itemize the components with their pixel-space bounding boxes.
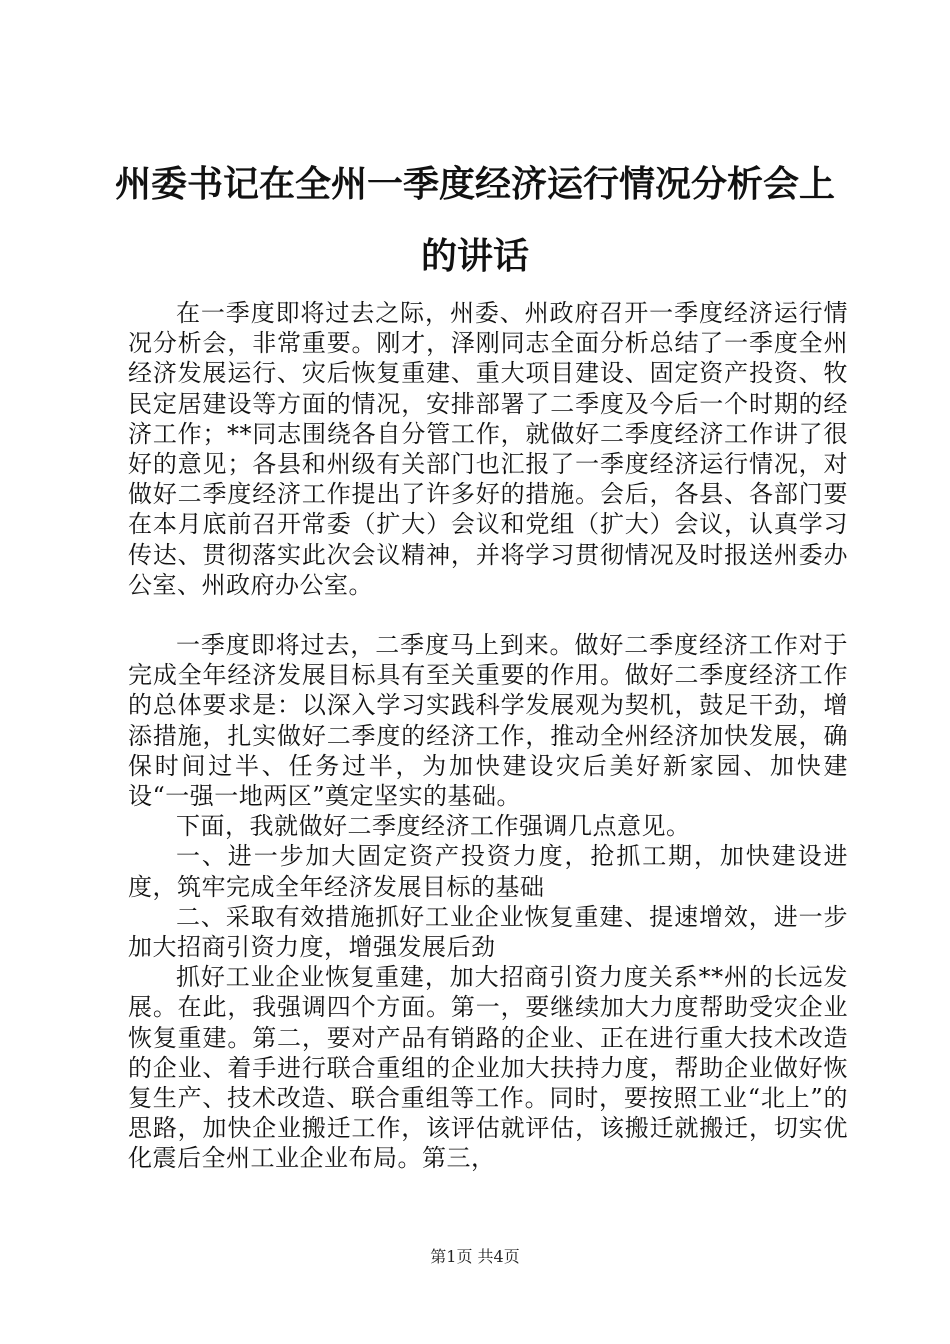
paragraph-opening: 在一季度即将过去之际，州委、州政府召开一季度经济运行情况分析会，非常重要。刚才，泽刚同志全面分析总结了一季度全州经济发展运行、灾后恢复重建、重大项目建设、固定资产投资、牧民定居建设等方面的情况，安排部署了二季度及今后一个时期的经济工作；**同志围绕各自分管工作，就做好二季度经济工作讲了很好的意见；各县和州级有关部门也汇报了一季度经济运行情况，对做好二季度经济工作提出了许多好的措施。会后，各县、各部门要在本月底前召开常委（扩大）会议和党组（扩大）会议，认真学习传达、贯彻落实此次会议精神，并将学习贯彻情况及时报送州委办公室、州政府办公室。 bbox=[128, 299, 848, 599]
document-body bbox=[128, 298, 848, 1174]
paragraph-industry-recovery: 抓好工业企业恢复重建，加大招商引资力度关系**州的长远发展。在此，我强调四个方面。第一，要继续加大力度帮助受灾企业恢复重建。第二，要对产品有销路的企业、正在进行重大技术改造的企业、着手进行联合重组的企业加大扶持力度，帮助企业做好恢复生产、技术改造、联合重组等工作。同时，要按照工业“北上”的思路，加快企业搬迁工作，该评估就评估，该搬迁就搬迁，切实优化震后全州工业企业布局。第三， bbox=[128, 963, 848, 1173]
paragraph-intro-points: 下面，我就做好二季度经济工作强调几点意见。 bbox=[176, 812, 691, 841]
document-title bbox=[100, 148, 850, 292]
title-line-1: 州委书记在全州一季度经济运行情况分析会上 bbox=[114, 163, 835, 205]
title-line-2: 的讲话 bbox=[420, 235, 529, 277]
page-footer: 第1页 共4页 bbox=[430, 1247, 520, 1266]
paragraph-general-requirements: 一季度即将过去，二季度马上到来。做好二季度经济工作对于完成全年经济发展目标具有至关重要的作用。做好二季度经济工作的总体要求是：以深入学习实践科学发展观为契机，鼓足干劲，增添措施，扎实做好二季度的经济工作，推动全州经济加快发展，确保时间过半、任务过半，为加快建设灾后美好新家园、加快建设“一强一地两区”奠定坚实的基础。 bbox=[128, 631, 848, 811]
heading-point-two: 二、采取有效措施抓好工业企业恢复重建、提速增效，进一步加大招商引资力度，增强发展后劲 bbox=[128, 902, 848, 962]
heading-point-one: 一、进一步加大固定资产投资力度，抢抓工期，加快建设进度，筑牢完成全年经济发展目标的基础 bbox=[128, 842, 848, 901]
